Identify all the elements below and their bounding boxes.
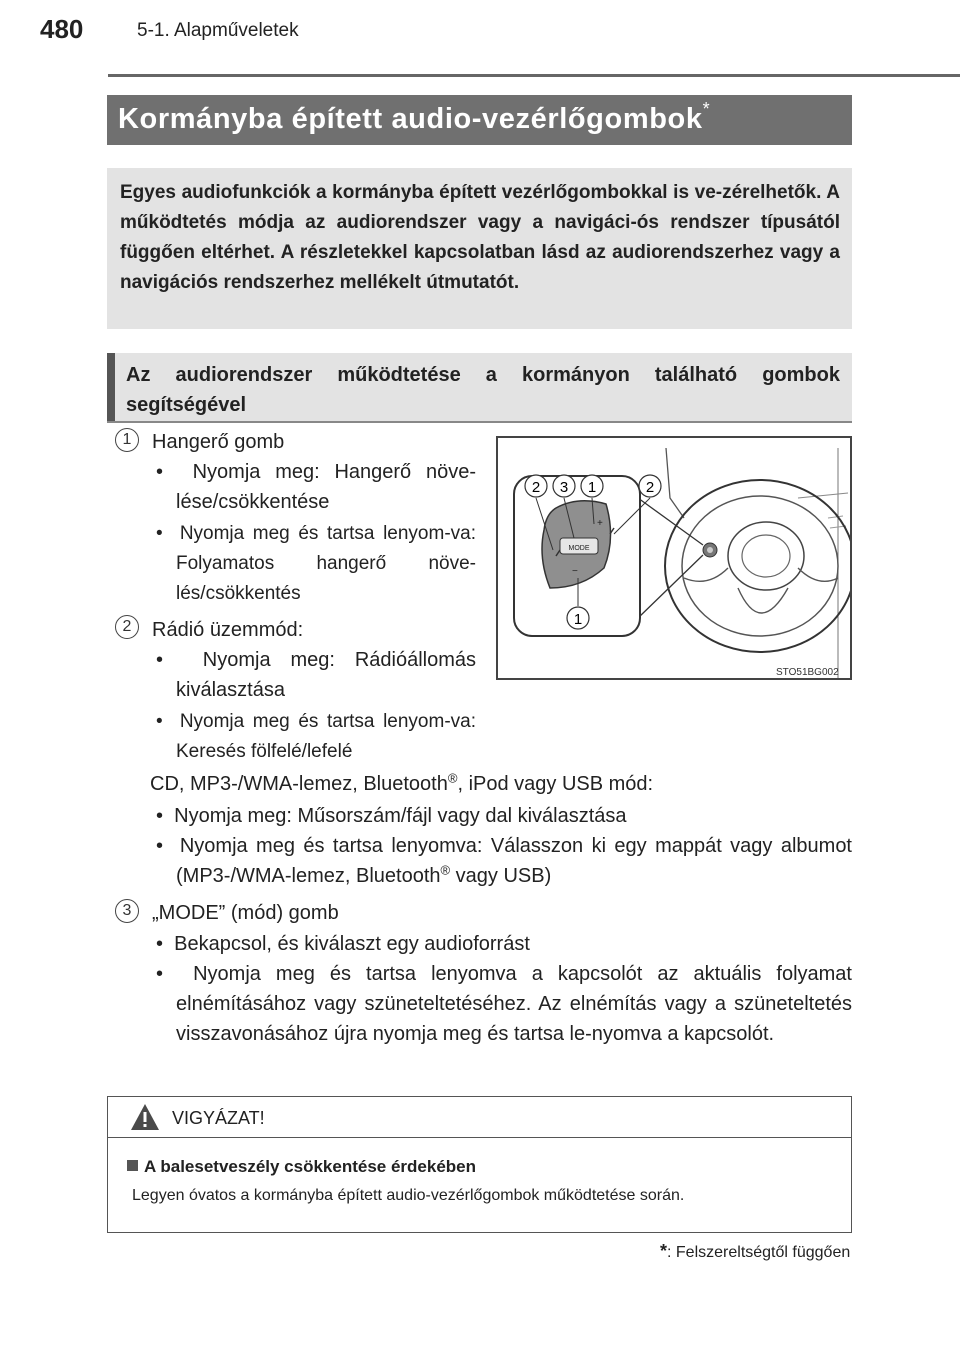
- item-1-bullet-1: • Nyomja meg: Hangerő növe-lése/csökkentése: [156, 461, 476, 513]
- item-3-title: „MODE” (mód) gomb: [152, 902, 339, 924]
- subheading-rule: [107, 421, 852, 423]
- item-3-bullet-2: • Nyomja meg és tartsa lenyomva a kapcsolót az aktuális folyamat elnémításához vagy szüneteltetéséhez. Az elnémítás vagy a szüneteltetés visszavonásához újra nyomja meg és tartsa le-nyomva a kapcsolót.: [156, 963, 852, 1045]
- item-1-title: Hangerő gomb: [152, 431, 285, 453]
- svg-text:2: 2: [531, 479, 541, 496]
- header-rule: [108, 74, 960, 77]
- plus-label: +: [597, 518, 603, 529]
- footnote-asterisk-icon: *: [660, 1241, 668, 1261]
- item-number-3: 3: [115, 899, 139, 923]
- section-title: 5-1. Alapműveletek: [137, 20, 299, 41]
- warning-text: Legyen óvatos a kormányba épített audio-vezérlőgombok működtetése során.: [132, 1187, 685, 1204]
- minus-label: −: [572, 566, 578, 577]
- square-bullet-icon: [127, 1160, 138, 1171]
- figure-code: STO51BG002: [776, 667, 839, 678]
- footnote: *: Felszereltségtől függően: [660, 1241, 851, 1261]
- mode-label: MODE: [568, 545, 590, 552]
- warning-triangle-icon: [130, 1103, 160, 1131]
- item-2-title: Rádió üzemmód:: [152, 619, 304, 641]
- callout-2-right: [639, 475, 661, 497]
- warning-subtitle: A balesetveszély csökkentése érdekében: [144, 1157, 477, 1176]
- page-number: 480: [40, 14, 84, 44]
- page-title-text: Kormányba épített audio-vezérlőgombok: [118, 103, 703, 135]
- svg-text:1: 1: [573, 611, 583, 628]
- svg-text:1: 1: [587, 479, 597, 496]
- callout-2-left: [525, 475, 547, 497]
- steering-wheel-illustration: [498, 438, 850, 678]
- svg-text:3: 3: [559, 479, 569, 496]
- item-2-bullet-2: • Nyomja meg és tartsa lenyom-va: Keresés fölfelé/lefelé: [156, 711, 476, 762]
- intro-text: Egyes audiofunkciók a kormányba épített vezérlőgombokkal is ve-zérelhetők. A működtetés módja az audiorendszer vagy a navigáci-ós rendszer típusától függően eltérhet. A részletekkel kapcsolatban lásd az audiorendszerhez vagy a navigációs rendszerhez mellékelt útmutatót.: [120, 182, 840, 293]
- item-1-bullet-2: • Nyomja meg és tartsa lenyom-va: Folyamatos hangerő növe-lés/csökkentés: [156, 523, 476, 604]
- page-title: [118, 99, 711, 136]
- callout-3: [553, 475, 575, 497]
- subheading-accent: [107, 353, 115, 421]
- item-3-bullet-1: • Bekapcsol, és kiválaszt egy audioforrást: [156, 933, 530, 955]
- item-2-cd-title: CD, MP3-/WMA-lemez, Bluetooth®, iPod vagy USB mód:: [150, 770, 654, 795]
- item-2-bullet-1: • Nyomja meg: Rádióállomás kiválasztása: [156, 649, 476, 701]
- item-2-cd-bullet-2: • Nyomja meg és tartsa lenyomva: Válasszon ki egy mappát vagy albumot (MP3-/WMA-lemez, Bluetooth® vagy USB): [156, 835, 852, 887]
- item-number-2: 2: [115, 615, 139, 639]
- callout-1-top: [581, 475, 603, 497]
- callout-1-bottom: [567, 607, 589, 629]
- warning-title: VIGYÁZAT!: [172, 1108, 265, 1128]
- svg-text:2: 2: [645, 479, 655, 496]
- subheading: Az audiorendszer működtetése a kormányon található gombok segítségével: [126, 364, 840, 416]
- asterisk-icon: *: [702, 99, 711, 119]
- steering-wheel-figure: [496, 436, 852, 680]
- item-number-1: 1: [115, 428, 139, 452]
- item-2-cd-bullet-1: • Nyomja meg: Műsorszám/fájl vagy dal kiválasztása: [156, 805, 627, 827]
